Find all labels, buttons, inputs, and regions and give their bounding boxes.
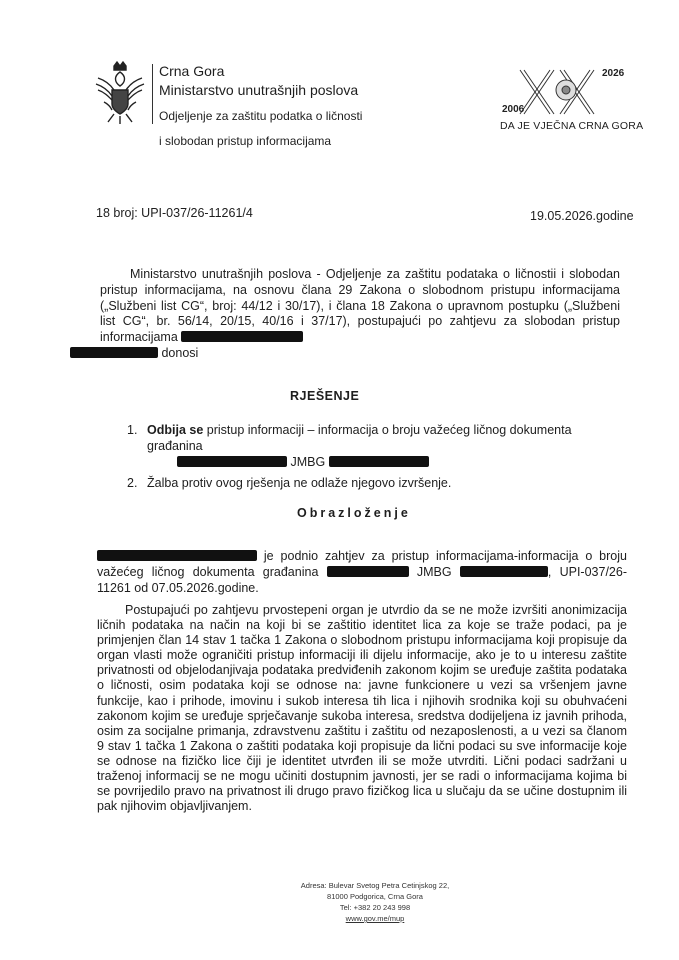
redaction-block [70, 347, 158, 358]
reasoning-text-b: JMBG [416, 565, 452, 579]
redaction-block [460, 566, 548, 577]
header-divider [152, 64, 153, 124]
intro-text-end: donosi [161, 345, 199, 360]
reference-number: 18 broj: UPI-037/26-11261/4 [96, 206, 253, 220]
org-ministry: Ministarstvo unutrašnjih poslova [159, 82, 359, 98]
reasoning-text-c: , UPI-037/26-11261 od 07.05.2026.godine. [97, 565, 627, 595]
intro-paragraph [100, 267, 620, 362]
redaction-block [327, 566, 409, 577]
decision-item-text: Žalba protiv ovog rješenja ne odlaže njegovo izvršenje. [147, 476, 452, 490]
jubilee-caption: DA JE VJEČNA CRNA GORA [500, 120, 644, 132]
redaction-block [177, 456, 287, 467]
jubilee-year-start: 2006 [502, 104, 525, 115]
reasoning-heading: Obrazloženje [297, 506, 411, 520]
footer-phone: Tel: +382 20 243 998 [339, 903, 411, 912]
decision-item-text-line2: JMBG [290, 455, 326, 469]
decision-item-text: pristup informaciji – informacija o broju važećeg ličnog dokumenta građanina [147, 423, 572, 453]
reasoning-text-body: Postupajući po zahtjevu prvostepeni organ je utvrdio da se ne može izvršiti anonimizacija ličnih podataka na način na koji bi se zaštitio identitet lica za koje se traže podaci, pa je primjenjen član 14 stav 1 tačka 1 Zakona o slobodnom pristupu informacijama koji propisuje da organ vlasti može ograničiti pristup informaciji ili dijelu informacije, ako je to u interesu zaštite privatnosti od objelodanjivaja podataka predviđenih zakonom kojim se uređuje zaštita podataka o ličnosti, osim podataka koji se odnose na: javne funkcionere u vezi sa vršenjem javne funkcije, kao i prihode, imovinu i sukob interesa tih lica i njihovih srodnika koji su obuhvaćeni zakonom kojim se uređuje sprječavanje sukoba interesa, sredstva dodijeljena iz javnih prihoda, osim za socijalne primanja, zdravstvenu zaštitu i zaštitu od nezaposlenosti, a u vezi sa članom 9 stav 1 tačka 1 Zakona o zaštiti podataka koji propisuje da lični podaci su sve informacije koje se odnose na fizičko lice čiji je identitet utvrđen ili se može utvrditi. Lični podaci sadržani u traženoj informacij se ne mogu učiniti dostupnim javnosti, jer se radi o informacijama kojima bi se povrijedilo pravo na privatnost ili drugo pravo fizičkog lica u slučaju da se učine dostupnim ili pak njihovim objavljivanjem. [97, 603, 627, 814]
org-country: Crna Gora [159, 63, 225, 79]
decision-heading: RJEŠENJE [290, 389, 360, 403]
footer-city: 81000 Podgorica, Crna Gora [327, 892, 423, 901]
header-organization [159, 62, 363, 148]
jubilee-year-end: 2026 [602, 68, 625, 79]
reasoning-paragraph-1 [97, 548, 627, 596]
decision-item [100, 422, 620, 470]
decision-item [100, 475, 620, 491]
coat-of-arms-icon [92, 60, 148, 126]
reasoning-text-a: je podnio zahtjev za pristup informacijama-informacija o broju važećeg ličnog dokumenta građanina [97, 549, 627, 579]
decision-item-number: 2. [127, 476, 138, 490]
decision-item-number: 1. [127, 423, 138, 437]
intro-text: Ministarstvo unutrašnjih poslova - Odjeljenje za zaštitu podataka o ličnostii i slobodan pristup informacijama, na osnovu člana 29 Zakona o slobodnom pristupu informacijama („Službeni list CG“, broj: 44/12 i 30/17), i člana 18 Zakona o upravnom postupku („Službeni list CG“, br. 56/14, 20/15, 40/16 i 37/17), postupajući po zahtjevu za slobodan pristup informacijama [100, 267, 620, 345]
footer-address-block [270, 880, 480, 924]
org-department-line2: i slobodan pristup informacijama [159, 134, 332, 148]
decision-item-bold: Odbija se [147, 423, 204, 437]
document-date: 19.05.2026.godine [530, 209, 634, 223]
footer-website-link[interactable]: www.gov.me/mup [345, 914, 405, 923]
reasoning-paragraph-2 [97, 603, 627, 814]
org-department-line1: Odjeljenje za zaštitu podatka o ličnosti [159, 109, 363, 123]
redaction-block [329, 456, 429, 467]
decision-list [100, 422, 620, 496]
redaction-block [181, 331, 303, 342]
redaction-block [97, 550, 257, 561]
footer-address: Adresa: Bulevar Svetog Petra Cetinjskog 22, [300, 881, 450, 890]
